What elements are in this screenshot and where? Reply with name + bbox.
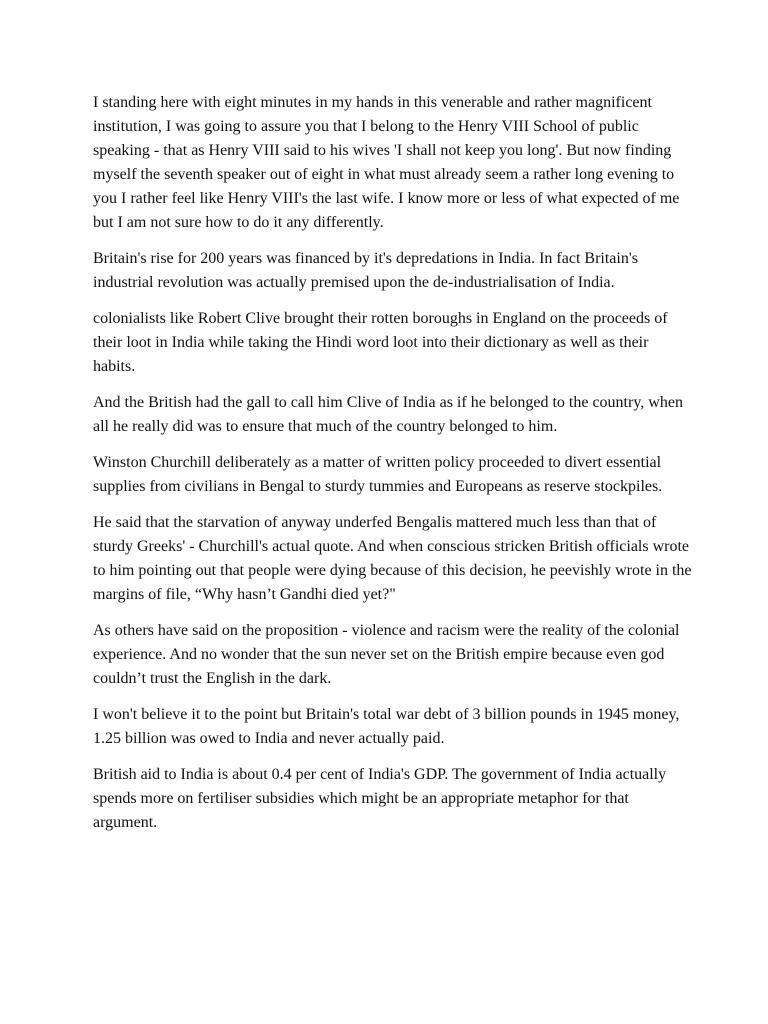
paragraph-churchill-quote: He said that the starvation of anyway underfed Bengalis mattered much less than that of sturdy Greeks' - Churchill's actual quote. And when conscious stricken British officials wrote to him pointing out that people were dying because of this decision, he peevishly wrote in the margins of file, “Why hasn’t Gandhi died yet?" [93, 514, 692, 603]
paragraph-clive-of-india: And the British had the gall to call him Clive of India as if he belonged to the country, when all he really did was to ensure that much of the country belonged to him. [93, 394, 683, 435]
paragraph-british-aid: British aid to India is about 0.4 per cent of India's GDP. The government of India actually spends more on fertiliser subsidies which might be an appropriate metaphor for that argument. [93, 766, 667, 831]
paragraph-henry-viii: I standing here with eight minutes in my hands in this venerable and rather magnificent institution, I was going to assure you that I belong to the Henry VIII School of public speaking - that as Henry VIII said to his wives 'I shall not keep you long'. But now finding myself the seventh speaker out of eight in what must already seem a rather long evening to you I rather feel like Henry VIII's the last wife. I know more or less of what expected of me but I am not sure how to do it any differently. [93, 94, 680, 231]
document-page [93, 91, 693, 847]
paragraph-colonial-experience: As others have said on the proposition - violence and racism were the reality of the colonial experience. And no wonder that the sun never set on the British empire because even god couldn’t trust the English in the dark. [93, 622, 680, 687]
paragraph-britains-rise: Britain's rise for 200 years was financed by it's depredations in India. In fact Britain's industrial revolution was actually premised upon the de-industrialisation of India. [93, 250, 638, 291]
paragraph-robert-clive: colonialists like Robert Clive brought their rotten boroughs in England on the proceeds of their loot in India while taking the Hindi word loot into their dictionary as well as their habits. [93, 310, 668, 375]
paragraph-war-debt: I won't believe it to the point but Britain's total war debt of 3 billion pounds in 1945 money, 1.25 billion was owed to India and never actually paid. [93, 706, 680, 747]
paragraph-churchill-policy: Winston Churchill deliberately as a matter of written policy proceeded to divert essential supplies from civilians in Bengal to sturdy tummies and Europeans as reserve stockpiles. [93, 454, 663, 495]
